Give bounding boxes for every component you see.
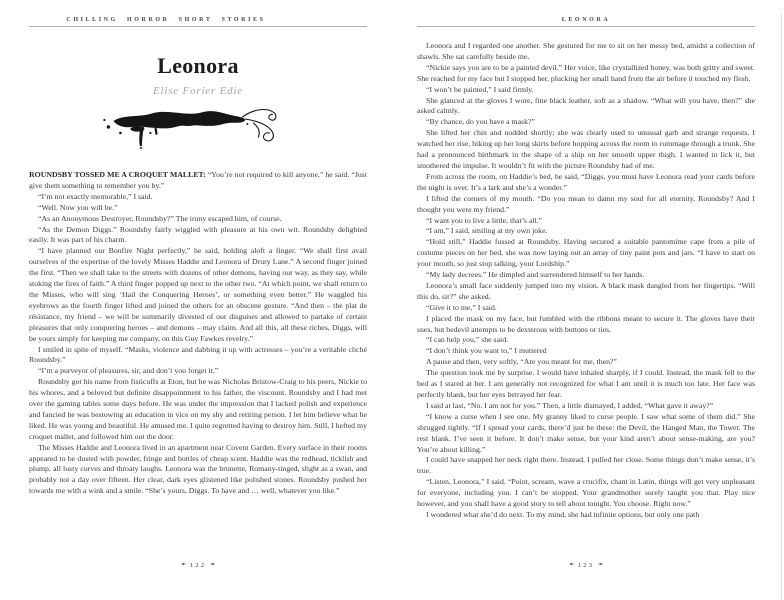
book-page-left <box>29 0 367 600</box>
paragraph: “Give it to me,” I said. <box>426 302 497 312</box>
paragraph: “By chance, do you have a mask?” <box>426 117 535 127</box>
paragraph: “I don’t think you want to,” I muttered <box>426 346 547 356</box>
paragraph-lead: ROUNDSBY TOSSED ME A CROQUET MALLET: <box>29 170 206 179</box>
paragraph: “I want you to live a little, that’s all.” <box>426 215 543 225</box>
left-page-body <box>29 170 367 497</box>
paragraph: “Nickie says you are to be a painted devil.” Her voice, like crystallized honey, was both gritty and sweet. She reached for my face but I stopped her, plucking her small hand from the air before it touched my flesh. <box>417 62 755 83</box>
paragraph: Roundsby got his name from fisticuffs at Eton, but he was Nicholas Bristow-Craig to his peers, Nickie to his whores, and a beloved but definite disappointment to his father, the viscount. Roundsby and I had met over the gaming tables some days before. He was under the impression that I lacked polish and experience and fancied he was bestowing an education in vice on my shy and retiring person. I let him believe what he liked. He was young and beautiful. He amused me. I quite regretted having to destroy him. Still, I hefted my croquet mallet, and followed him out the door. <box>29 377 367 441</box>
running-head-right: LEONORA <box>561 17 611 23</box>
folio-ornament-icon: ❧ <box>180 561 186 568</box>
paragraph: “As the Demon Diggs.” Roundsby fairly wiggled with pleasure at his own wit. Roundsby delighted easily. It was part of his charm. <box>29 224 367 245</box>
running-head-left: CHILLING HORROR SHORT STORIES <box>66 17 266 23</box>
paragraph: She glanced at the gloves I wore, fine black leather, soft as a shadow. “What will you have, then?” she asked calmly. <box>417 95 755 116</box>
paragraph: I smiled in spite of myself. “Masks, violence and dabbing it up with actresses – you’re a veritable cliché Roundsby.” <box>29 344 367 365</box>
running-head-rule <box>417 0 755 27</box>
paragraph: I lifted the corners of my mouth. “Do you mean to damn my soul for all eternity, Roundsby? And I thought you were my friend.” <box>417 193 755 214</box>
folio-ornament-icon: ❧ <box>598 561 604 568</box>
paragraph: I said at last, “No. I am not for you.” Then, a little dismayed, I added, “What gave it away?” <box>426 400 714 410</box>
paragraph: “I know a curse when I see one. My granny liked to curse people. I saw what some of them did.” She shrugged tightly. “If I spread your cards, there’d just be these: the Devil, the Hanged Man, the Tower. The rest blank. I’ve seen it before. It don’t make sense, but your kind aren’t about sense-making, are you? You’re about killing.” <box>417 411 755 454</box>
running-head-rule <box>29 0 367 27</box>
paragraph: I placed the mask on my face, but fumbled with the ribbons meant to secure it. The gloves have their uses, but bedevil attempts to be dexterous with buttons or ties. <box>417 313 755 334</box>
folio-ornament-icon: ❧ <box>210 561 216 568</box>
paragraph: “Hold still,” Haddie fussed at Roundsby. Having secured a suitable pantomime cape from a pile of costume pieces on her bed, she was now laying out an array of tiny paint pots and jars. “I have to start on your mouth, so just stop talking, your Lordship.” <box>417 237 755 269</box>
paragraph: “Well. Now you will be.” <box>38 202 118 212</box>
paragraph: ROUNDSBY TOSSED ME A CROQUET MALLET: “You’re not required to kill anyone,” he said. “Just give them something to remember you by.” <box>29 170 368 190</box>
page-number: 123 <box>577 562 595 569</box>
paragraph: “Listen, Leonora,” I said. “Point, scream, wave a crucifix, chant in Latin, things will get very unpleasant for everyone, including you. I can’t be stopped. Your grandmother surely taught you that. Play nice however, and you shall have a good story to tell about tonight. You choose. Right now.” <box>417 477 755 509</box>
paragraph: I could have snapped her neck right there. Instead, I pulled her close. Some things don’t make sense, it’s true. <box>417 455 755 476</box>
paragraph: I wondered what she’d do next. To my mind, she had infinite options, but only one path <box>426 509 700 519</box>
right-page-body <box>417 41 755 521</box>
paragraph: “I’m a purveyor of pleasures, sir, and don’t you forget it.” <box>38 366 219 376</box>
left-folio <box>29 561 367 569</box>
paragraph: Leonora and I regarded one another. She gestured for me to sit on her messy bed, amidst a collection of shawls. She sat carefully beside me. <box>417 41 755 61</box>
right-folio <box>417 561 755 569</box>
paragraph: “I won’t be painted,” I said firmly. <box>426 84 534 94</box>
story-author: Elise Forier Edie <box>153 85 243 97</box>
paragraph: “As an Anonymous Destroyer, Roundsby?” The irony escaped him, of course. <box>38 213 282 223</box>
paragraph: From across the room, on Haddie’s bed, he said, “Diggs, you must have Leonora read your cards before the night is over. It’s a lark and she’s a wonder.” <box>417 171 755 192</box>
paragraph: “I have planned our Bonfire Night perfectly,” he said, holding aloft a finger. “We shall first avail ourselves of the expertise of the lovely Misses Haddie and Leonora of Drury Lane.” A second finger joined the first. “Then we shall take to the streets with dozens of other demons, having our way, as they say, while stoking the fires of faith.” A third finger popped up next to the other two. “At which point, we shall return to the Misses, who will sing ‘Hail the Conquering Heroes’, or something even better.” He waggled his eyebrows as the fourth finger lifted and joined the others for an obscene gesture. “And then – the plat de résistance, my friend – we will be summarily divested of our disguises and allowed to partake of certain pleasures that only conquering heroes – and demons – may claim. And all this, all these riches, Diggs, will be yours simply for keeping me company, on this Guy Fawkes revelry.” <box>29 246 367 343</box>
ink-flourish-ornament-icon <box>95 99 285 149</box>
paragraph: The Misses Haddie and Leonora lived in an apartment near Covent Garden. Every surface in their rooms appeared to be dusted with powder, fringe and bottles of cheap scent. Haddie was the redhead, ticklish and plump, all lusty curves and throaty laughs. Leonora was the brunette, Romany-tinged, slight as a swan, and probably not a day over fifteen. Her clear, dark eyes glistened like polished stones. Roundsby pushed her towards me with a wink and a smile. “She’s yours, Diggs. To have and … well, whatever you like.” <box>29 442 367 496</box>
page-number: 122 <box>189 562 207 569</box>
paragraph: “I am,” I said, smiling at my own joke. <box>426 226 548 236</box>
book-page-right <box>417 0 755 600</box>
paragraph: She lifted her chin and nodded shortly; she was clearly used to unusual garb and strange requests. I watched her rise, hiking up her long skirts before hopping across the room to rummage through a trunk. She had a pronounced birthmark in the shape of a ship on her smooth upper thigh. I wanted to lick it, but smothered the impulse. It wouldn’t fit with the picture Roundsby had of me. <box>417 128 755 170</box>
paragraph: “I’m not exactly memorable,” I said. <box>38 191 153 201</box>
paragraph: The question took me by surprise. I would have inhaled sharply, if I could. Instead, the mask fell to the bed as I stared at her. I am generally not recognized for what I am until it is much too late. Her face was perfectly blank, but her eyes betrayed her fear. <box>417 368 755 399</box>
paragraph: “I can help you,” she said. <box>426 335 509 345</box>
paragraph: A pause and then, very softly, “Are you meant for me, then?” <box>426 357 617 367</box>
story-title: Leonora <box>157 53 239 78</box>
folio-ornament-icon: ❧ <box>568 561 574 568</box>
paragraph: Leonora’s small face suddenly jumped into my vision. A black mask dangled from her fingertips. “Will this do, sir?” she asked. <box>417 280 755 301</box>
page-edge-shadow <box>781 14 782 600</box>
paragraph: “My lady decrees.” He dimpled and surrendered himself to her hands. <box>426 270 645 280</box>
